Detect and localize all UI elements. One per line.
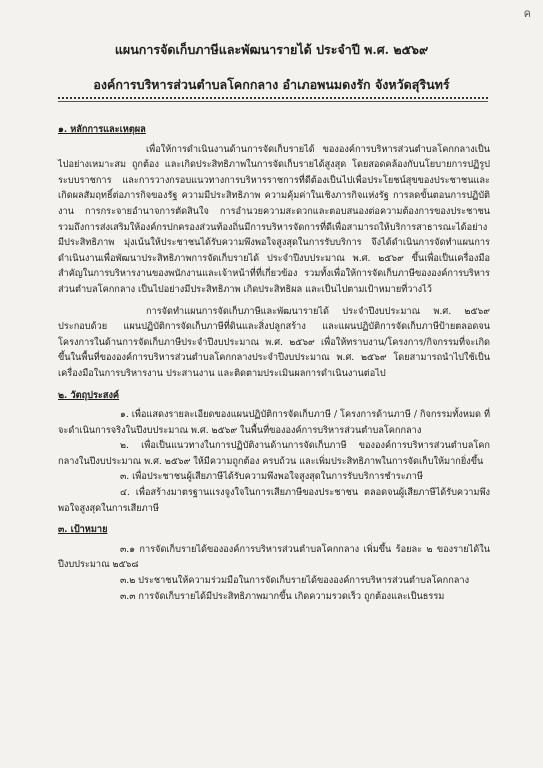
section-2-heading: ๒. วัตถุประสงค์: [58, 389, 120, 401]
objective-item-3: ๓. เพื่อประชาชนผู้เสียภาษีได้รับความพึงพอใจสูงสุดในการรับบริการชำระภาษี: [120, 471, 423, 483]
target-item-2: ๓.๒ ประชาชนให้ความร่วมมือในการจัดเก็บรายได้ขององค์การบริหารส่วนตำบลโคกกลาง: [120, 575, 470, 587]
divider-line: [58, 101, 488, 102]
document-subtitle: องค์การบริหารส่วนตำบลโคกกลาง อำเภอพนมดงรัก จังหวัดสุรินทร์: [93, 77, 450, 92]
objective-item-2: ๒. เพื่อเป็นแนวทางในการปฏิบัติงานด้านการจัดเก็บภาษี ขององค์การบริหารส่วนตำบลโคกกลางในปีงบประมาณ พ.ศ. ๒๕๖๙ ให้มีความถูกต้อง ครบถ้วน และเพิ่มประสิทธิภาพในการจัดเก็บให้มากยิ่งขึ้น: [58, 440, 490, 467]
section-1-heading: ๑. หลักการและเหตุผล: [58, 124, 146, 135]
target-item-1: ๓.๑ การจัดเก็บรายได้ขององค์การบริหารส่วนตำบลโคกกลาง เพิ่มขึ้น ร้อยละ ๒ ของรายได้ในปีงบประมาณ ๒๕๖๘: [58, 543, 490, 571]
section-3-heading: ๓. เป้าหมาย: [58, 524, 108, 536]
target-item-3: ๓.๓ การจัดเก็บรายได้มีประสิทธิภาพมากขึ้น เกิดความรวดเร็ว ถูกต้องและเป็นธรรม: [120, 590, 445, 602]
document-title: แผนการจัดเก็บภาษีและพัฒนารายได้ ประจำปี พ.ศ. ๒๕๖๙: [114, 42, 429, 57]
document-body: [58, 116, 490, 604]
objective-item-1: ๑. เพื่อแสดงรายละเอียดของแผนปฏิบัติการจัดเก็บภาษี / โครงการด้านภาษี / กิจกรรมทั้งหมด ที่จะดำเนินการจริงในปีงบประมาณ พ.ศ. ๒๕๖๙ ในพื้นที่ขององค์การบริหารส่วนตำบลโคกกลาง: [58, 409, 490, 436]
objective-item-4: ๔. เพื่อสร้างมาตรฐานแรงจูงใจในการเสียภาษีของประชาชน ตลอดจนผู้เสียภาษีได้รับความพึงพอใจสูงสุดในการเสียภาษี: [58, 487, 490, 514]
section-1-paragraph-1: เพื่อให้การดำเนินงานด้านการจัดเก็บรายได้ ขององค์การบริหารส่วนตำบลโคกกลางเป็นไปอย่างเหมาะสม ถูกต้อง และเกิดประสิทธิภาพในการจัดเก็บรายได้สูงสุด โดยสอดคล้องกับนโยบายการปฏิรูประบบราชการ และการวางกรอบแนวทางการบริหารราชการที่ดีต้องเป็นไปเพื่อประโยชน์สุขของประชาชนและเกิดผลสัมฤทธิ์ต่อภารกิจของรัฐ ความมีประสิทธิภาพ ความคุ้มค่าในเชิงภารกิจแห่งรัฐ การลดขั้นตอนการปฏิบัติงาน การกระจายอำนาจการตัดสินใจ การอำนวยความสะดวกและตอบสนองต่อความต้องการของประชาชน รวมถึงการส่งเสริมให้องค์กรปกครองส่วนท้องถิ่นมีการบริหารจัดการที่ดีเพื่อสามารถให้บริการสาธารณะได้อย่างมีประสิทธิภาพ มุ่งเน้นให้ประชาชนได้รับความพึงพอใจสูงสุดในการรับบริการ จึงได้ดำเนินการจัดทำแผนการดำเนินงานเพื่อพัฒนาประสิทธิภาพการจัดเก็บรายได้ ประจำปีงบประมาณ พ.ศ. ๒๕๖๙ ขึ้นเพื่อเป็นเครื่องมือสำคัญในการบริหารงานของพนักงานและเจ้าหน้าที่ที่เกี่ยวข้อง รวมทั้งเพื่อให้การจัดเก็บภาษีขององค์การบริหารส่วนตำบลโคกกลาง เป็นไปอย่างมีประสิทธิภาพ เกิดประสิทธิผล และเป็นไปตามเป้าหมายที่วางไว้: [58, 143, 490, 295]
section-1-paragraph-2: การจัดทำแผนการจัดเก็บภาษีและพัฒนารายได้ ประจำปีงบประมาณ พ.ศ. ๒๕๖๙ ประกอบด้วย แผนปฏิบัติการจัดเก็บภาษีที่ดินและสิ่งปลูกสร้าง และแผนปฏิบัติการจัดเก็บภาษีป้ายตลอดจนโครงการในด้านการจัดเก็บภาษีประจำปีงบประมาณ พ.ศ. ๒๕๖๙ เพื่อให้ทราบงาน/โครงการ/กิจกรรมที่จะเกิดขึ้นในพื้นที่ขององค์การบริหารส่วนตำบลโคกกลางประจำปีงบประมาณ พ.ศ. ๒๕๖๙ โดยสามารถนำไปใช้เป็นเครื่องมือในการบริหารงาน ประสานงาน และติดตามประเมินผลการดำเนินงานต่อไป: [58, 305, 490, 379]
dotted-divider: [58, 97, 488, 99]
corner-mark: ค: [523, 7, 531, 20]
